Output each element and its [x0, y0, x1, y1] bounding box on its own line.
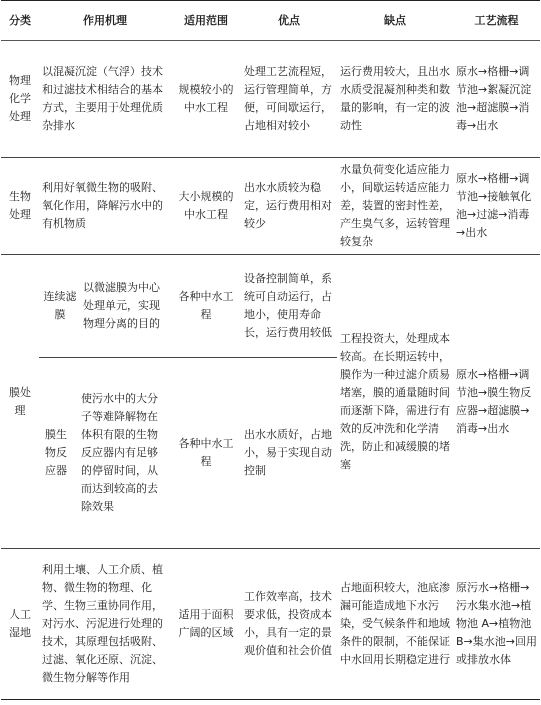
scope-cell: 适用于面积广阔的区域: [171, 549, 241, 700]
process-cell: 原污水→格栅→污水集水池→植物池 A→植物池 B→集水池→回用或排放水体: [453, 549, 540, 700]
header-cons: 缺点: [337, 1, 453, 41]
category-cell: 人工湿地: [1, 549, 39, 700]
pros-cell: 工作效率高，技术要求低，投资成本小，具有一定的景观价值和社会价值: [241, 549, 337, 700]
process-cell: 原水→格栅→调节池→接触氧化池→过滤→消毒→出水: [453, 158, 540, 255]
mechanism-split-cell: [39, 255, 171, 358]
cons-cell: 占地面积较大，池底渗漏可能造成地下水污染，受气候条件和地域条件的限制，不能保证中水回用长期稳定进行: [337, 549, 453, 700]
comparison-table: [1, 0, 540, 700]
header-category: 分类: [1, 1, 39, 41]
cons-cell: 工程投资大，处理成本较高。在长期运转中，膜作为一种过滤介质易堵塞，膜的通量随时间而逐渐下降，需进行有效的反冲洗和化学清洗，防止和减缓膜的堵塞: [337, 255, 453, 549]
subcategory-label: 连续滤膜: [43, 290, 77, 321]
subcategory-label: 膜生物反应器: [45, 428, 67, 477]
scope-cell: 规模较小的中水工程: [171, 41, 241, 158]
table-row: [1, 549, 540, 700]
mechanism-text: 以微滤膜为中心处理单元，实现物理分离的目的: [83, 281, 160, 330]
header-pros: 优点: [241, 1, 337, 41]
scope-cell: 各种中水工程: [171, 358, 241, 549]
process-cell: 原水→格栅→调节池→絮凝沉淀池→超滤膜→消毒→出水: [453, 41, 540, 158]
table-row: [1, 41, 540, 158]
header-mechanism: 作用机理: [39, 1, 171, 41]
table-row: [1, 158, 540, 255]
mechanism-split-cell: [39, 358, 171, 549]
mechanism-text: 使污水中的大分子等难降解物在体积有限的生物反应器内有足够的停留时间，从而达到较高的去除效果: [81, 392, 158, 513]
pros-cell: 处理工艺流程短，运行管理简单，方便，可间歇运行，占地相对较小: [241, 41, 337, 158]
category-cell: 膜处理: [1, 255, 39, 549]
table-row: [1, 255, 540, 358]
header-row: [1, 1, 540, 41]
cons-cell: 水量负荷变化适应能力小，间歇运转适应能力差，装置的密封性差，产生臭气多，运转管理较复杂: [337, 158, 453, 255]
cons-cell: 运行费用较大，且出水水质受混凝剂种类和数量的影响，有一定的波动性: [337, 41, 453, 158]
pros-cell: 设备控制简单，系统可自动运行，占地小，使用寿命长，运行费用较低: [241, 255, 337, 358]
process-cell: 原水→格栅→调节池→膜生物反应器→超滤膜→消毒→出水: [453, 255, 540, 549]
scope-cell: 各种中水工程: [171, 255, 241, 358]
mechanism-cell: 以混凝沉淀（气浮）技术和过滤技术相结合的基本方式，主要用于处理优质杂排水: [39, 41, 171, 158]
header-process: 工艺流程: [453, 1, 540, 41]
category-cell: 生物处理: [1, 158, 39, 255]
pros-cell: 出水水质较为稳定，运行费用相对较少: [241, 158, 337, 255]
scope-cell: 大小规模的中水工程: [171, 158, 241, 255]
pros-cell: 出水水质好，占地小，易于实现自动控制: [241, 358, 337, 549]
header-scope: 适用范围: [171, 1, 241, 41]
category-cell: 物理化学处理: [1, 41, 39, 158]
mechanism-cell: 利用土壤、人工介质、植物、微生物的物理、化学、生物三重协同作用，对污水、污泥进行处理的技术，其原理包括吸附、过滤、氧化还原、沉淀、微生物分解等作用: [39, 549, 171, 700]
mechanism-cell: 利用好氧微生物的吸附、氧化作用，降解污水中的有机物质: [39, 158, 171, 255]
